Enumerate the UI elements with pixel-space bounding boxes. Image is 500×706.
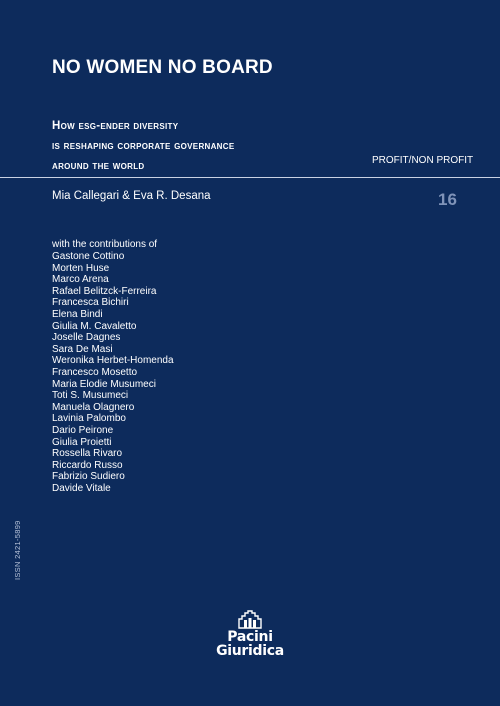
contributor-item: Morten Huse — [52, 262, 110, 274]
contributor-item: Francesco Mosetto — [52, 366, 138, 378]
series-number: 16 — [438, 190, 457, 209]
contributor-item: Maria Elodie Musumeci — [52, 378, 156, 390]
contributor-item: Toti S. Musumeci — [52, 390, 129, 402]
contributor-item: Rafael Belitzck-Ferreira — [52, 285, 157, 297]
authors: Mia Callegari & Eva R. Desana — [52, 190, 211, 202]
book-subtitle — [52, 116, 352, 176]
publisher-name-line1: Pacini — [227, 629, 273, 645]
contributor-item: Rossella Rivaro — [52, 448, 123, 460]
publisher-name-line2: Giuridica — [216, 643, 284, 659]
contributor-item: Joselle Dagnes — [52, 332, 121, 344]
contributor-item: Davide Vitale — [52, 482, 111, 494]
subtitle-line: is reshaping corporate governance — [52, 140, 235, 152]
contributor-item: Lavinia Palombo — [52, 413, 126, 425]
publisher-emblem-icon — [235, 610, 265, 630]
contributor-item: Giulia Proietti — [52, 436, 112, 448]
publisher-logo — [210, 610, 290, 658]
issn: ISSN 2421-5899 — [13, 520, 22, 580]
divider-rule — [0, 177, 500, 178]
subtitle-line: How esg-ender diversity — [52, 120, 179, 132]
contributor-item: Gastone Cottino — [52, 251, 125, 262]
contributor-item: Fabrizio Sudiero — [52, 471, 125, 483]
series-label: PROFIT/NON PROFIT — [372, 155, 474, 166]
book-title: NO WOMEN NO BOARD — [52, 57, 273, 78]
contributor-item: Sara De Masi — [52, 343, 113, 355]
contributor-item: Francesca Bichiri — [52, 297, 129, 309]
contributor-item: Elena Bindi — [52, 308, 103, 320]
contributor-item: Manuela Olagnero — [52, 401, 135, 413]
contributor-item: Dario Peirone — [52, 424, 114, 436]
contributor-item: Riccardo Russo — [52, 459, 123, 471]
subtitle-line: around the world — [52, 160, 145, 172]
contributor-item: Weronika Herbet-Homenda — [52, 355, 174, 367]
contributor-item: Giulia M. Cavaletto — [52, 320, 137, 332]
contributors-list — [52, 251, 174, 494]
contributions-intro: with the contributions of — [52, 239, 158, 250]
contributor-item: Marco Arena — [52, 274, 109, 286]
